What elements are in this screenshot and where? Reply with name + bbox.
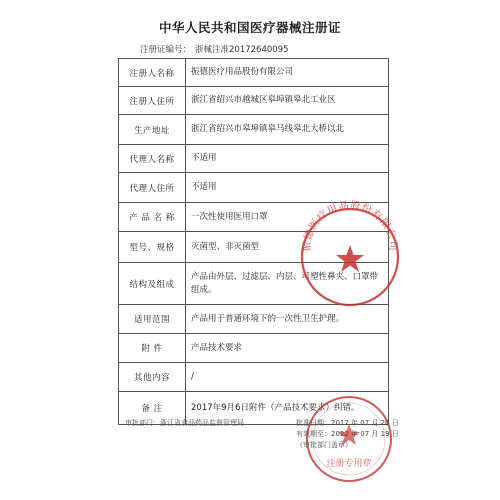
row-value: 2017年9月6日附件（产品技术要求）纠错。 [186,392,389,425]
row-label: 附 件 [119,334,186,363]
row-value: 浙江省绍兴市越城区皋埠镇皋北工业区 [186,87,389,115]
row-label: 生产地址 [119,115,186,145]
row-value: 不适用 [186,173,389,203]
row-label: 结构及组成 [119,263,186,305]
seal-star-icon [336,245,364,272]
row-label: 代理人名称 [119,145,186,173]
certificate-title: 中华人民共和国医疗器械注册证 [158,20,341,35]
row-value: 灭菌型、非灭菌型 [186,232,389,263]
table-row [119,363,389,392]
approval-authority [125,418,244,428]
approval-dates [296,418,399,451]
approval-date-label: 批准日期： [296,419,331,427]
expiry-date-label: 有效期至： [296,430,331,438]
table-row [119,115,389,145]
row-label: 注册人名称 [119,59,186,87]
table-row [119,334,389,363]
row-value: 不适用 [186,145,389,173]
row-value: / [186,363,389,392]
row-value: 产品技术要求 [186,334,389,363]
bottom-seal-text: 注册专用章 [326,459,372,469]
row-label: 注册人住所 [119,87,186,115]
company-seal-text: 振德医疗用品股份有限公司 [301,200,399,253]
expiry-date-value: 2022 年 07 月 19 日 [331,430,399,438]
registration-value: 浙械注准20172640095 [195,45,289,55]
row-label: 型号、规格 [119,232,186,263]
seal-note: （审批部门盖章） [296,441,352,449]
row-value: 产品用于普通环境下的一次性卫生护理。 [186,305,389,334]
row-value: 产品由外层、过滤层、内层、可塑性鼻夹、口罩带组成。 [186,263,389,305]
registration-number [140,43,289,55]
authority-value: 浙江省食品药品监督管理局 [160,419,244,427]
authority-label: 审批部门： [125,419,160,427]
approval-date-value: 2017 年 07 月 20 日 [331,419,399,427]
row-label: 产 品 名 称 [119,203,186,232]
row-label: 备 注 [119,392,186,425]
row-value: 浙江省绍兴市皋埠镇皋马线皋北大桥以北 [186,115,389,145]
expiry-date [296,429,399,440]
table-row [119,145,389,173]
table-row [119,87,389,115]
approval-date [296,418,399,429]
row-value: 一次性使用医用口罩 [186,203,389,232]
row-label: 其他内容 [119,363,186,392]
registration-label: 注册证编号： [140,45,192,55]
table-row [119,59,389,87]
svg-text:振德医疗用品股份有限公司 [300,199,399,252]
row-value: 振德医疗用品股份有限公司 [186,59,389,87]
row-label: 代理人住所 [119,173,186,203]
company-seal-stamp [290,195,410,315]
row-label: 适用范围 [119,305,186,334]
